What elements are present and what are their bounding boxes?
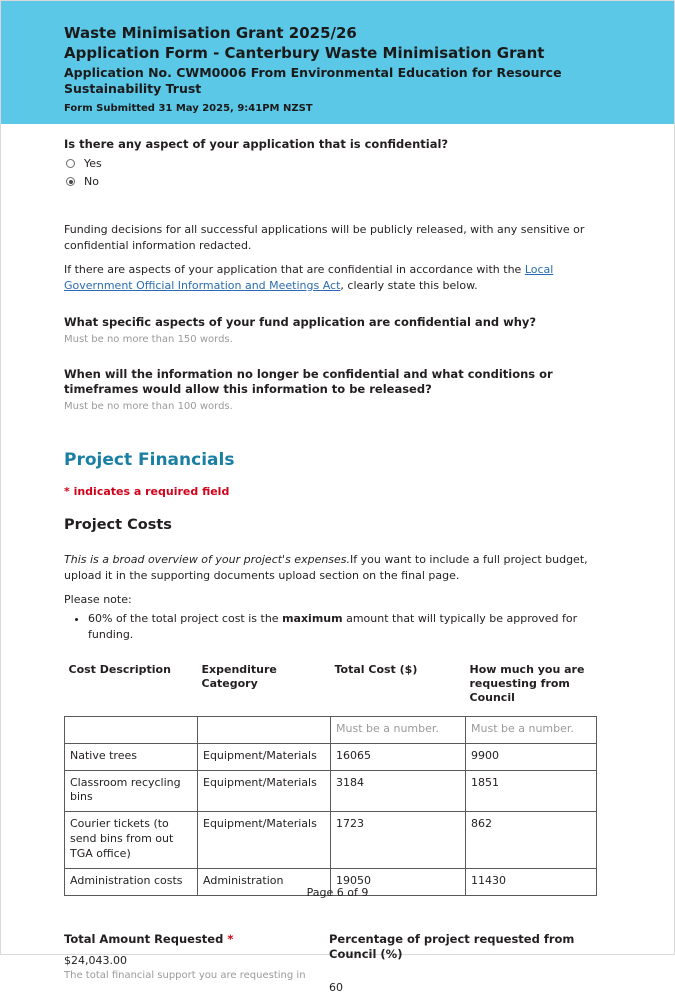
document-body	[1, 124, 674, 994]
radio-no-icon[interactable]	[66, 177, 75, 186]
confidential-aspects-question	[64, 315, 611, 345]
table-row	[65, 743, 597, 770]
project-costs-intro-italic: This is a broad overview of your project's expenses.	[64, 553, 351, 566]
hint-cell-cost-description	[65, 716, 198, 743]
funding-decisions-paragraph: Funding decisions for all successful applications will be publicly released, with any sensitive or confidential information redacted.	[64, 223, 585, 252]
total-amount-requested-hint: The total financial support you are requesting in	[64, 970, 306, 982]
confidential-option-yes[interactable]	[66, 157, 611, 170]
lgoima-link[interactable]: Local Government Official Information and Meetings Act	[64, 263, 554, 292]
lgoima-paragraph	[64, 262, 589, 293]
totals-section	[64, 932, 611, 994]
cell-total-cost: 16065	[331, 743, 466, 770]
hint-cell-total-cost: Must be a number.	[331, 716, 466, 743]
cell-expenditure-category: Administration	[198, 868, 331, 895]
required-field-note: * indicates a required field	[64, 485, 230, 498]
list-item	[88, 611, 598, 643]
lgoima-text-before: If there are aspects of your application that are confidential in accordance with the	[64, 263, 525, 277]
page-footer: Page 6 of 9	[306, 886, 369, 899]
confidential-option-no-label: No	[84, 175, 99, 189]
cell-requesting: 1851	[466, 770, 597, 812]
project-costs-intro-rest: If you want to include a full project budget, upload it in the supporting documents upload section on the final page.	[64, 553, 588, 582]
cell-total-cost: 1723	[331, 812, 466, 869]
application-number-line: Application No. CWM0006 From Environmental Education for Resource Sustainability Trust	[64, 64, 562, 96]
cell-expenditure-category: Equipment/Materials	[198, 770, 331, 812]
table-row-hints	[65, 716, 597, 743]
cell-cost-description: Native trees	[65, 743, 198, 770]
total-amount-requested-value: $24,043.00	[64, 954, 127, 968]
bullet-text-after: amount that will typically be approved for funding.	[88, 611, 578, 641]
radio-yes-icon[interactable]	[66, 159, 75, 168]
bullet-text-bold: maximum	[282, 611, 343, 625]
confidential-aspects-label: What specific aspects of your fund application are confidential and why?	[64, 315, 537, 330]
cell-requesting: 862	[466, 812, 597, 869]
column-header-expenditure-category: Expenditure Category	[201, 662, 277, 691]
form-title: Application Form - Canterbury Waste Minimisation Grant	[64, 44, 545, 63]
confidential-aspects-hint: Must be no more than 150 words.	[64, 333, 233, 345]
confidential-question-label: Is there any aspect of your application that is confidential?	[64, 136, 449, 151]
percentage-requested-block	[329, 932, 594, 994]
percentage-requested-label: Percentage of project requested from Council (%)	[329, 931, 575, 962]
column-header-cost-description: Cost Description	[68, 662, 171, 676]
cell-expenditure-category: Equipment/Materials	[198, 743, 331, 770]
table-row	[65, 770, 597, 812]
cell-total-cost: 3184	[331, 770, 466, 812]
grant-title: Waste Minimisation Grant 2025/26	[64, 24, 357, 42]
confidential-timeframe-hint: Must be no more than 100 words.	[64, 401, 233, 412]
cell-cost-description: Courier tickets (to send bins from out TGA office)	[65, 812, 198, 869]
cell-total-cost: 19050	[331, 868, 466, 895]
total-amount-requested-label	[64, 932, 329, 948]
confidential-option-yes-label: Yes	[84, 157, 102, 171]
confidential-timeframe-question	[64, 367, 611, 412]
cell-requesting: 11430	[466, 868, 597, 895]
cell-requesting: 9900	[466, 743, 597, 770]
table-header-row	[65, 663, 597, 716]
cell-cost-description: Administration costs	[65, 868, 198, 895]
column-header-total-cost: Total Cost ($)	[334, 662, 418, 676]
lgoima-text-after: , clearly state this below.	[340, 278, 478, 292]
please-note-label: Please note:	[64, 592, 132, 606]
page-header-band	[1, 1, 674, 124]
cell-expenditure-category: Equipment/Materials	[198, 812, 331, 869]
percentage-requested-value: 60	[329, 980, 343, 994]
bullet-text-before: 60% of the total project cost is the	[88, 611, 283, 625]
subsection-title-project-costs: Project Costs	[64, 517, 172, 533]
table-row	[65, 812, 597, 869]
confidential-option-no[interactable]	[66, 175, 611, 188]
project-costs-intro	[64, 552, 592, 584]
project-costs-table	[64, 663, 597, 896]
column-header-requesting-from-council: How much you are requesting from Council	[469, 662, 585, 705]
hint-cell-requesting: Must be a number.	[466, 716, 597, 743]
total-amount-requested-text: Total Amount Requested	[64, 931, 228, 946]
form-submitted-timestamp: Form Submitted 31 May 2025, 9:41PM NZST	[64, 102, 313, 114]
project-costs-bullet-list	[64, 611, 611, 643]
hint-cell-expenditure-category	[198, 716, 331, 743]
total-amount-requested-block	[64, 932, 329, 994]
confidential-timeframe-label: When will the information no longer be confidential and what conditions or timeframes would allow this information to be released?	[64, 366, 553, 397]
required-asterisk: *	[227, 931, 234, 946]
section-title-project-financials: Project Financials	[64, 450, 235, 470]
cell-cost-description: Classroom recycling bins	[65, 770, 198, 812]
